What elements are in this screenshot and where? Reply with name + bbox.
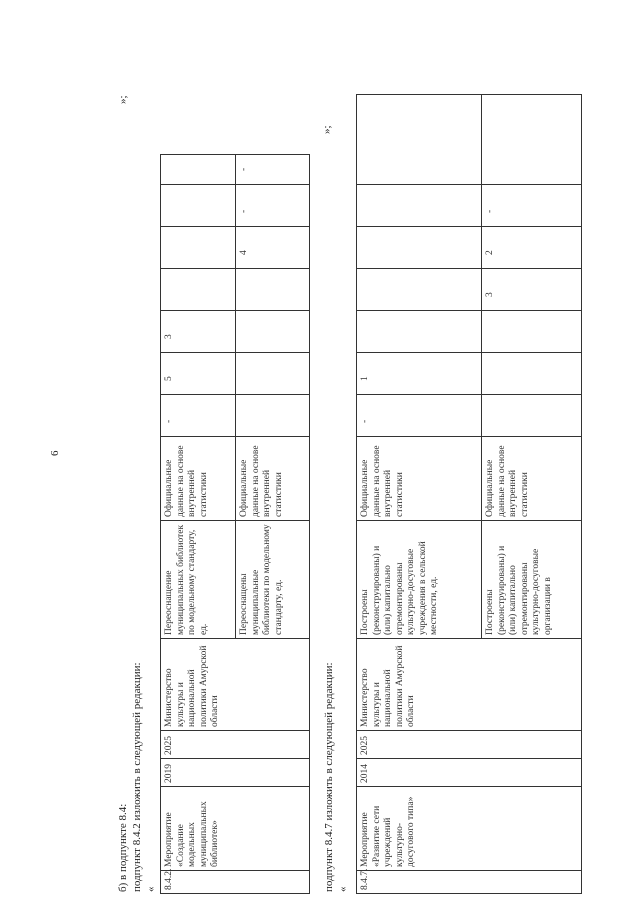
indicator-source: Официальные данные на основе внутренней статистики	[164, 445, 209, 517]
section1-open-quote: «	[145, 886, 157, 892]
section2-close-quote: »;	[321, 125, 333, 134]
table-8-4-2	[160, 154, 310, 894]
table-8-4-7	[356, 94, 582, 894]
section1-close-quote: »;	[117, 95, 129, 104]
indicator-value: -	[239, 167, 249, 171]
indicator-name: Построены (реконструированы) и (или) капитально отремонтированы культурно-досуговые организации в	[485, 545, 553, 635]
row-number: 8.4.7.	[360, 868, 370, 890]
year-start: 2019	[164, 764, 174, 783]
indicator-name: Переоснащены муниципальные библиотеки по модельному стандарту, ед.	[239, 524, 284, 635]
section2-heading: подпункт 8.4.7 изложить в следующей редакции:	[323, 662, 335, 892]
indicator-value: 1	[360, 376, 370, 381]
indicator-source: Официальные данные на основе внутренней статистики	[360, 445, 405, 517]
intro-line: б) в подпункте 8.4:	[117, 803, 129, 892]
indicator-value: 5	[164, 376, 174, 381]
indicator-value: -	[164, 419, 174, 423]
indicator-source: Официальные данные на основе внутренней статистики	[239, 445, 284, 517]
indicator-value: -	[239, 209, 249, 213]
indicator-value: 3	[164, 334, 174, 339]
section1-heading: подпункт 8.4.2 изложить в следующей редакции:	[131, 662, 143, 892]
year-end: 2025	[164, 736, 174, 755]
page-number: 6	[49, 450, 61, 456]
indicator-value: -	[360, 419, 370, 423]
measure-name: Мероприятие «Создание модельных муниципальных библиотек»	[164, 801, 220, 867]
executor: Министерство культуры и национальной политики Амурской области	[164, 645, 220, 727]
indicator-source: Официальные данные на основе внутренней статистики	[485, 445, 530, 517]
indicator-value: 4	[239, 250, 249, 255]
indicator-name: Построены (реконструированы) и (или) капитально отремонтированы культурно-досуговые учреждения в сельской местности, ед.	[360, 541, 439, 635]
section2-open-quote: «	[337, 886, 349, 892]
indicator-name: Переоснащение муниципальных библиотек по модельному стандарту, ед.	[164, 524, 209, 635]
year-start: 2014	[360, 764, 370, 783]
indicator-value: 2	[485, 250, 495, 255]
indicator-value: 3	[485, 292, 495, 297]
measure-name: Мероприятие «Развитие сети учреждений культурно-досугового типа»	[360, 796, 416, 867]
executor: Министерство культуры и национальной политики Амурской области	[360, 645, 416, 727]
row-number: 8.4.2.	[164, 868, 174, 890]
indicator-value: -	[485, 209, 495, 213]
year-end: 2025	[360, 736, 370, 755]
